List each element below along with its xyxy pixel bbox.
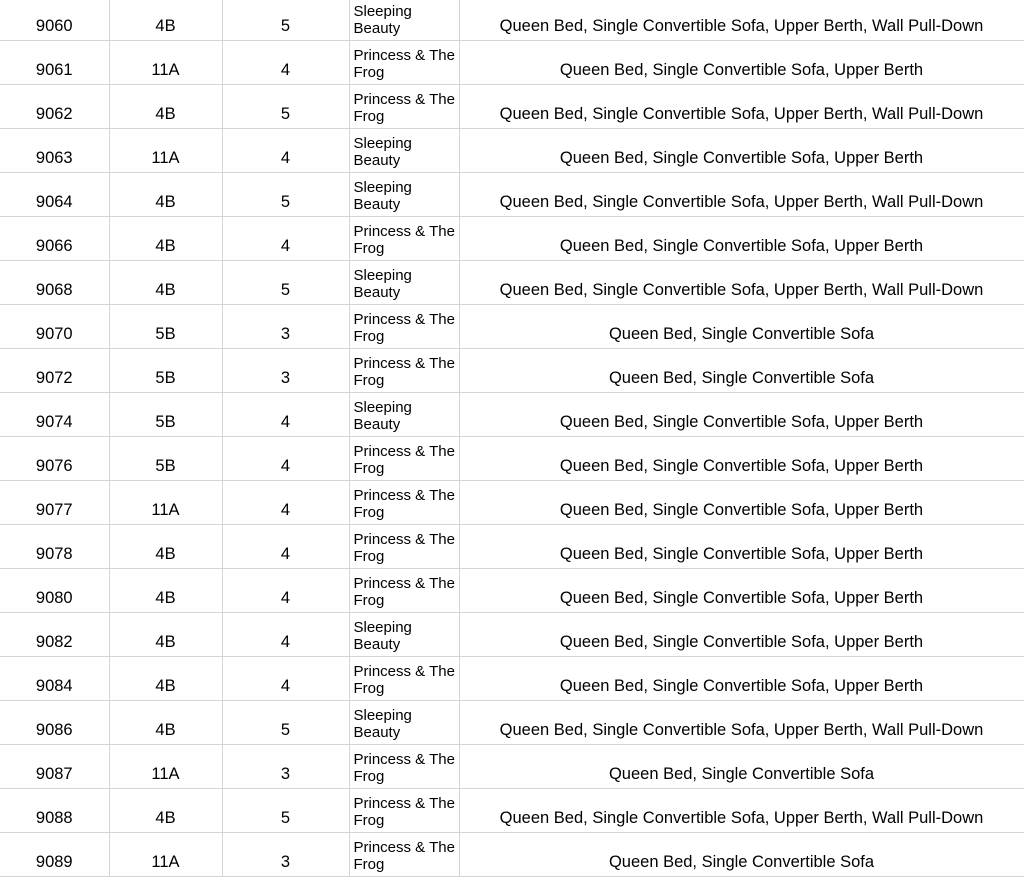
cell-beds[interactable]: Queen Bed, Single Convertible Sofa <box>459 305 1024 349</box>
cell-stateroom[interactable]: 9070 <box>0 305 109 349</box>
cell-theme[interactable] <box>349 701 459 745</box>
theme-line-1: Princess & The <box>353 223 455 240</box>
cell-beds[interactable]: Queen Bed, Single Convertible Sofa, Upper Berth, Wall Pull-Down <box>459 0 1024 41</box>
cell-beds[interactable]: Queen Bed, Single Convertible Sofa, Upper Berth <box>459 217 1024 261</box>
cell-stateroom[interactable]: 9062 <box>0 85 109 129</box>
cell-stateroom[interactable]: 9077 <box>0 481 109 525</box>
cell-beds[interactable]: Queen Bed, Single Convertible Sofa, Upper Berth <box>459 525 1024 569</box>
cell-beds[interactable]: Queen Bed, Single Convertible Sofa <box>459 833 1024 877</box>
table-row <box>0 349 1024 393</box>
cell-stateroom[interactable]: 9063 <box>0 129 109 173</box>
theme-line-1: Princess & The <box>353 795 455 812</box>
cell-stateroom[interactable]: 9068 <box>0 261 109 305</box>
cell-occupancy[interactable]: 4 <box>222 129 349 173</box>
cell-category[interactable]: 4B <box>109 261 222 305</box>
cell-stateroom[interactable]: 9089 <box>0 833 109 877</box>
theme-line-1: Sleeping <box>353 619 412 636</box>
theme-line-2: Beauty <box>353 284 401 301</box>
cell-beds[interactable]: Queen Bed, Single Convertible Sofa, Upper Berth, Wall Pull-Down <box>459 173 1024 217</box>
theme-line-1: Princess & The <box>353 443 455 460</box>
cell-theme[interactable] <box>349 481 459 525</box>
cell-stateroom[interactable]: 9064 <box>0 173 109 217</box>
cell-category[interactable]: 4B <box>109 173 222 217</box>
theme-line-1: Princess & The <box>353 531 455 548</box>
cell-stateroom[interactable]: 9086 <box>0 701 109 745</box>
cell-beds[interactable]: Queen Bed, Single Convertible Sofa, Upper Berth, Wall Pull-Down <box>459 261 1024 305</box>
cell-theme[interactable] <box>349 173 459 217</box>
theme-line-1: Princess & The <box>353 47 455 64</box>
theme-line-2: Frog <box>353 812 385 829</box>
theme-line-2: Frog <box>353 240 385 257</box>
cell-stateroom[interactable]: 9084 <box>0 657 109 701</box>
cell-beds[interactable]: Queen Bed, Single Convertible Sofa <box>459 745 1024 789</box>
cell-category[interactable]: 5B <box>109 305 222 349</box>
theme-line-2: Frog <box>353 856 385 873</box>
cell-beds[interactable]: Queen Bed, Single Convertible Sofa, Upper Berth <box>459 657 1024 701</box>
cell-beds[interactable]: Queen Bed, Single Convertible Sofa, Upper Berth <box>459 393 1024 437</box>
theme-line-1: Princess & The <box>353 575 455 592</box>
cell-category[interactable]: 11A <box>109 833 222 877</box>
cell-theme[interactable] <box>349 525 459 569</box>
theme-line-2: Frog <box>353 548 385 565</box>
theme-line-1: Princess & The <box>353 663 455 680</box>
cell-beds[interactable]: Queen Bed, Single Convertible Sofa, Upper Berth, Wall Pull-Down <box>459 701 1024 745</box>
table-row <box>0 657 1024 701</box>
theme-line-2: Frog <box>353 592 385 609</box>
cell-occupancy[interactable]: 4 <box>222 657 349 701</box>
theme-line-2: Frog <box>353 504 385 521</box>
cell-occupancy[interactable]: 4 <box>222 525 349 569</box>
theme-line-2: Beauty <box>353 152 401 169</box>
cell-beds[interactable]: Queen Bed, Single Convertible Sofa, Upper Berth, Wall Pull-Down <box>459 85 1024 129</box>
table-row <box>0 217 1024 261</box>
table-row <box>0 173 1024 217</box>
cell-theme[interactable] <box>349 349 459 393</box>
theme-line-2: Beauty <box>353 20 401 37</box>
cell-occupancy[interactable]: 4 <box>222 569 349 613</box>
cell-occupancy[interactable]: 5 <box>222 701 349 745</box>
cell-beds[interactable]: Queen Bed, Single Convertible Sofa, Upper Berth <box>459 129 1024 173</box>
cell-occupancy[interactable]: 5 <box>222 789 349 833</box>
theme-line-1: Sleeping <box>353 267 412 284</box>
cell-occupancy[interactable]: 5 <box>222 85 349 129</box>
cell-category[interactable]: 4B <box>109 217 222 261</box>
cell-theme[interactable] <box>349 0 459 41</box>
cell-category[interactable]: 4B <box>109 657 222 701</box>
cell-theme[interactable] <box>349 789 459 833</box>
theme-line-2: Frog <box>353 372 385 389</box>
cell-category[interactable]: 5B <box>109 437 222 481</box>
cell-theme[interactable] <box>349 569 459 613</box>
table-row <box>0 261 1024 305</box>
theme-line-2: Beauty <box>353 416 401 433</box>
theme-line-1: Princess & The <box>353 91 455 108</box>
cell-category[interactable]: 11A <box>109 481 222 525</box>
theme-line-2: Frog <box>353 328 385 345</box>
cell-theme[interactable] <box>349 41 459 85</box>
cell-occupancy[interactable]: 4 <box>222 481 349 525</box>
cell-theme[interactable] <box>349 657 459 701</box>
cell-occupancy[interactable]: 4 <box>222 393 349 437</box>
cell-category[interactable]: 4B <box>109 525 222 569</box>
cell-stateroom[interactable]: 9072 <box>0 349 109 393</box>
cell-stateroom[interactable]: 9076 <box>0 437 109 481</box>
theme-line-2: Frog <box>353 768 385 785</box>
theme-line-2: Beauty <box>353 636 401 653</box>
cell-theme[interactable] <box>349 745 459 789</box>
cell-occupancy[interactable]: 3 <box>222 745 349 789</box>
theme-line-1: Sleeping <box>353 399 412 416</box>
table-row <box>0 789 1024 833</box>
theme-line-1: Princess & The <box>353 487 455 504</box>
table-row <box>0 525 1024 569</box>
theme-line-1: Sleeping <box>353 179 412 196</box>
cell-category[interactable]: 4B <box>109 569 222 613</box>
cell-theme[interactable] <box>349 393 459 437</box>
cell-occupancy[interactable]: 4 <box>222 41 349 85</box>
cell-stateroom[interactable]: 9082 <box>0 613 109 657</box>
cell-stateroom[interactable]: 9078 <box>0 525 109 569</box>
cell-beds[interactable]: Queen Bed, Single Convertible Sofa, Upper Berth <box>459 569 1024 613</box>
cell-theme[interactable] <box>349 85 459 129</box>
theme-line-2: Frog <box>353 680 385 697</box>
theme-line-1: Princess & The <box>353 355 455 372</box>
cell-occupancy[interactable]: 5 <box>222 261 349 305</box>
theme-line-2: Frog <box>353 64 385 81</box>
cell-stateroom[interactable]: 9074 <box>0 393 109 437</box>
cell-category[interactable]: 5B <box>109 393 222 437</box>
table-row <box>0 305 1024 349</box>
cell-beds[interactable]: Queen Bed, Single Convertible Sofa, Upper Berth <box>459 41 1024 85</box>
cell-theme[interactable] <box>349 305 459 349</box>
cell-occupancy[interactable]: 3 <box>222 833 349 877</box>
table-row <box>0 481 1024 525</box>
theme-line-1: Princess & The <box>353 311 455 328</box>
cell-beds[interactable]: Queen Bed, Single Convertible Sofa, Upper Berth, Wall Pull-Down <box>459 789 1024 833</box>
table-row <box>0 833 1024 877</box>
cell-category[interactable]: 11A <box>109 41 222 85</box>
cell-occupancy[interactable]: 3 <box>222 305 349 349</box>
theme-line-2: Beauty <box>353 196 401 213</box>
cell-theme[interactable] <box>349 613 459 657</box>
cell-occupancy[interactable]: 4 <box>222 437 349 481</box>
table-row <box>0 613 1024 657</box>
table-row <box>0 129 1024 173</box>
cell-occupancy[interactable]: 4 <box>222 217 349 261</box>
cell-beds[interactable]: Queen Bed, Single Convertible Sofa, Upper Berth <box>459 481 1024 525</box>
cell-beds[interactable]: Queen Bed, Single Convertible Sofa, Upper Berth <box>459 613 1024 657</box>
cell-occupancy[interactable]: 5 <box>222 0 349 41</box>
cell-occupancy[interactable]: 5 <box>222 173 349 217</box>
table-row <box>0 0 1024 41</box>
theme-line-1: Princess & The <box>353 751 455 768</box>
cell-category[interactable]: 4B <box>109 613 222 657</box>
cell-occupancy[interactable]: 3 <box>222 349 349 393</box>
cell-occupancy[interactable]: 4 <box>222 613 349 657</box>
cell-beds[interactable]: Queen Bed, Single Convertible Sofa, Upper Berth <box>459 437 1024 481</box>
theme-line-1: Sleeping <box>353 3 412 20</box>
table-row <box>0 85 1024 129</box>
cell-category[interactable]: 4B <box>109 0 222 41</box>
theme-line-1: Sleeping <box>353 135 412 152</box>
cell-stateroom[interactable]: 9080 <box>0 569 109 613</box>
theme-line-1: Princess & The <box>353 839 455 856</box>
table-row <box>0 745 1024 789</box>
theme-line-2: Frog <box>353 108 385 125</box>
theme-line-1: Sleeping <box>353 707 412 724</box>
cell-stateroom[interactable]: 9087 <box>0 745 109 789</box>
cell-theme[interactable] <box>349 217 459 261</box>
cell-theme[interactable] <box>349 437 459 481</box>
cell-theme[interactable] <box>349 833 459 877</box>
cell-stateroom[interactable]: 9066 <box>0 217 109 261</box>
table-row <box>0 41 1024 85</box>
cell-stateroom[interactable]: 9060 <box>0 0 109 41</box>
table-row <box>0 701 1024 745</box>
theme-line-2: Frog <box>353 460 385 477</box>
cell-category[interactable]: 4B <box>109 701 222 745</box>
cell-category[interactable]: 4B <box>109 789 222 833</box>
table-row <box>0 437 1024 481</box>
cell-category[interactable]: 4B <box>109 85 222 129</box>
table-row <box>0 569 1024 613</box>
cell-stateroom[interactable]: 9088 <box>0 789 109 833</box>
cell-stateroom[interactable]: 9061 <box>0 41 109 85</box>
cell-theme[interactable] <box>349 261 459 305</box>
cell-category[interactable]: 5B <box>109 349 222 393</box>
cell-beds[interactable]: Queen Bed, Single Convertible Sofa <box>459 349 1024 393</box>
cell-category[interactable]: 11A <box>109 745 222 789</box>
cell-theme[interactable] <box>349 129 459 173</box>
theme-line-2: Beauty <box>353 724 401 741</box>
table-row <box>0 393 1024 437</box>
cell-category[interactable]: 11A <box>109 129 222 173</box>
